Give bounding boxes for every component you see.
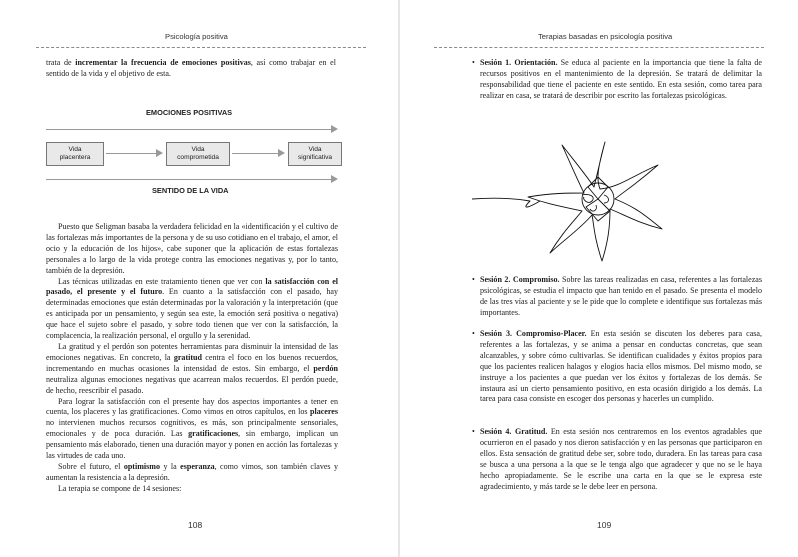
- left-page: [0, 0, 398, 557]
- bottom-arrow-line: [46, 179, 331, 180]
- diagram-top-label: EMOCIONES POSITIVAS: [146, 108, 233, 117]
- session-3: • Sesión 3. Compromiso-Placer. En esta sesión se discuten los deberes para casa, referentes a las fortalezas, y se anima a pensar en conductas concretas, que sean alcanzables, y sobre cómo cultivarlas. Se identifican cualidades y éxitos propios para que los pacientes realicen halagos y elogios hacia ellos mismos. Del mismo modo, se instruye a los pacientes a que puedan ver los éxitos y fortalezas de los demás. Se instaura así un cierto pensamiento positivo, en esta ocasión dirigido a los demás. La tarea para casa consiste en escoger dos personas y hacerles un cumplido.: [472, 329, 763, 404]
- arrow-1: [106, 153, 156, 154]
- paragraph: La terapia se compone de 14 sesiones:: [58, 483, 182, 493]
- paragraph: La gratitud y el perdón son potentes herramientas para disminuir la intensidad de las emociones negativas. En concreto, la gratitud centra el foco en los buenos recuerdos, incrementando en muchas ocasiones la intensidad de estos. Sin embargo, el perdón neutraliza algunas emociones negativas que acarrean malos recuerdos. El perdón puede, de hecho, reescribir el pasado.: [46, 341, 338, 395]
- header-rule: [434, 47, 764, 48]
- bullet-icon: •: [472, 427, 475, 436]
- bullet-icon: •: [472, 275, 475, 284]
- paragraph: Sobre el futuro, el optimismo y la esperanza, como vimos, son también claves y aumentan la resistencia a la depresión.: [46, 461, 338, 482]
- right-page: [400, 0, 798, 557]
- bullet-icon: •: [472, 58, 475, 67]
- session-4: • Sesión 4. Gratitud. En esta sesión nos centraremos en los eventos agradables que ocurrieron en el pasado y nos dieron satisfacción y en las personas que participaron en ellos. Esta sensación de gratitud debe ser, sobre todo, duradera. En las tareas para casa se busca a una persona a la que se le tenga algo que agradecer y que no se le haya hecho apropiadamente. Se le escribe una carta en la que se le expresa este agradecimiento, y más tarde se le debe leer en persona.: [472, 427, 762, 491]
- running-head-left: Psicología positiva: [165, 32, 228, 41]
- page-number-left: 108: [188, 520, 203, 530]
- bottom-arrow-head: [331, 175, 338, 183]
- running-head-right: Terapias basadas en psicología positiva: [538, 32, 673, 41]
- session-1: • Sesión 1. Orientación. Se educa al paciente en la importancia que tiene la falta de recursos positivos en el mantenimiento de la depresión. Se tratará de delimitar la responsabilidad que tiene el paciente en este sentido. En esta sesión, como tarea para realizar en casa, se tratará de describir por escrito las fortalezas psicológicas.: [472, 58, 762, 100]
- top-arrow-line: [46, 129, 331, 130]
- three-paths-diagram: [46, 102, 346, 202]
- arrow-2-head: [278, 149, 285, 157]
- box-vida-comprometida: Vida comprometida: [166, 142, 230, 166]
- compass-star-illustration: [470, 137, 670, 267]
- box-vida-significativa: Vida significativa: [288, 142, 342, 166]
- page-number-right: 109: [597, 520, 612, 530]
- box-vida-placentera: Vida placentera: [46, 142, 104, 166]
- left-body-text: [46, 222, 338, 495]
- diagram-bottom-label: SENTIDO DE LA VIDA: [152, 186, 229, 195]
- arrow-1-head: [156, 149, 163, 157]
- arrow-2: [232, 153, 278, 154]
- paragraph: Las técnicas utilizadas en este tratamiento tienen que ver con la satisfacción con el pasado, el presente y el futuro. En cuanto a la satisfacción con el pasado, hay determinadas emociones que están determinadas por la valoración y la interpretación (que es anticipada por un pensamiento, y según sea este, la emoción será positiva o negativa) que hace el sujeto sobre el pasado, y sobre todo tienen que ver con la satisfacción, la complacencia, la realización personal, el orgullo y la serenidad.: [46, 276, 338, 341]
- bullet-icon: •: [472, 329, 475, 338]
- intro-text: trata de incrementar la frecuencia de emociones positivas, así como trabajar en el sentido de la vida y el objetivo de esta.: [46, 58, 336, 78]
- paragraph: Puesto que Seligman basaba la verdadera felicidad en la «identificación y el cultivo de las fortalezas más importantes de la persona y de su uso cotidiano en el trabajo, el amor, el ocio y la educación de los hijos», cabe suponer que la aplicación de estas fortalezas personales a lo largo de la vida protege contra las emociones negativas y, por lo tanto, también de la depresión.: [46, 222, 338, 275]
- session-2: • Sesión 2. Compromiso. Sobre las tareas realizadas en casa, referentes a las fortalezas psicológicas, se estudia el impacto que han tenido en el pasado. Se presenta el modelo de las tres vías al paciente y se le pide que lo complete e identifique sus fortalezas más importantes.: [472, 275, 762, 317]
- paragraph: Para lograr la satisfacción con el presente hay dos aspectos importantes a tener en cuenta, los placeres y las gratificaciones. Como vimos en otros capítulos, en los placeres no intervienen muchos recursos cognitivos, es más, son principalmente sensoriales, emocionales y de poca duración. Las gratificaciones, sin embargo, implican un pensamiento más elaborado, tienen una duración mayor y ponen en acción las fortalezas y las virtudes de cada uno.: [46, 396, 338, 461]
- top-arrow-head: [331, 125, 338, 133]
- header-rule: [36, 47, 366, 48]
